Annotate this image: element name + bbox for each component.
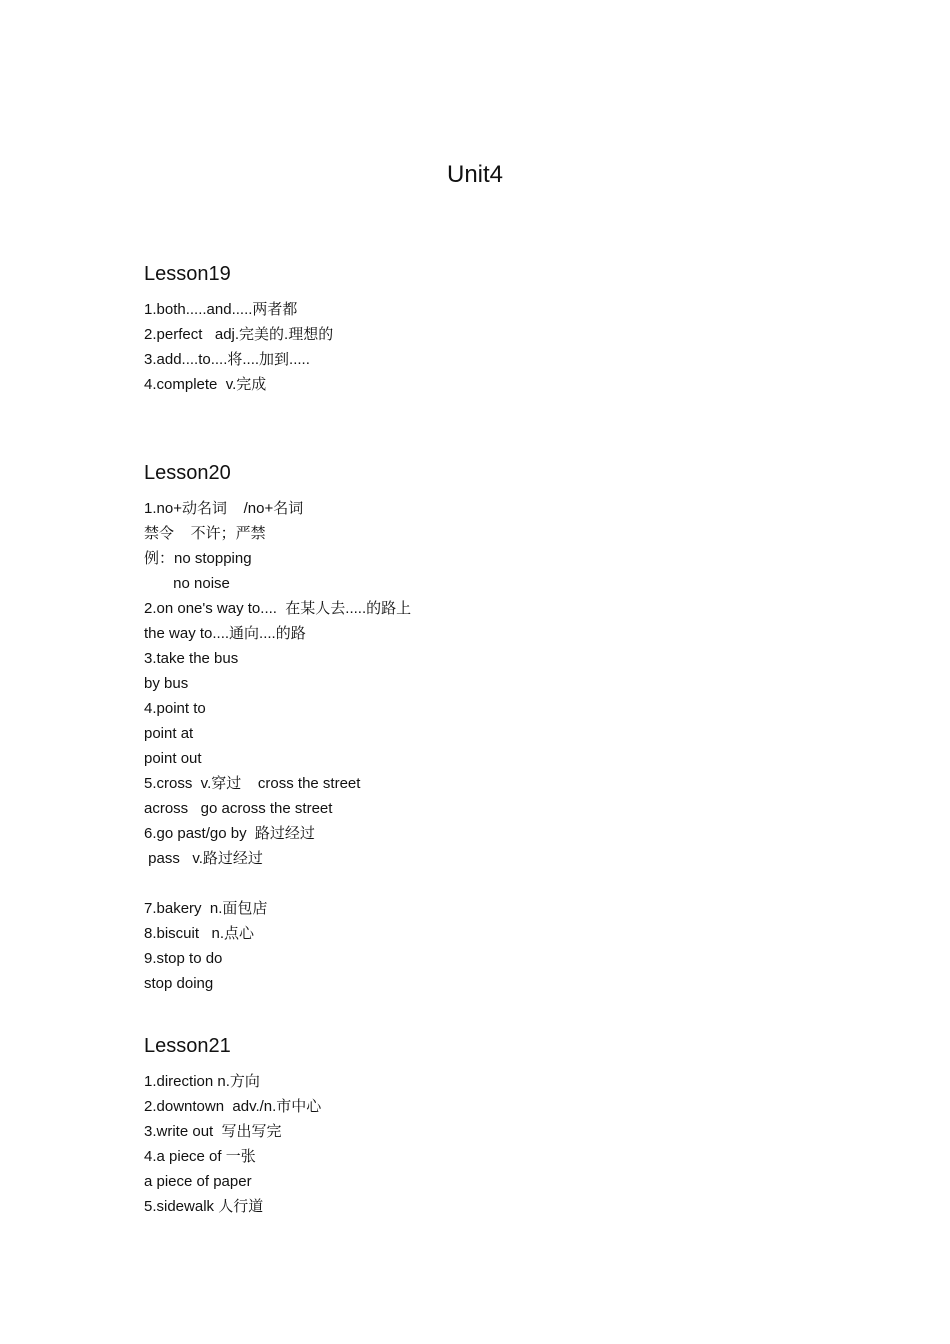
vocab-line: 3.take the bus — [144, 650, 239, 667]
vocab-line: by bus — [144, 675, 189, 692]
vocab-line: 5.sidewalk 人行道 — [144, 1198, 264, 1215]
vocab-line: 2.perfect adj.完美的.理想的 — [144, 326, 334, 343]
blank-line — [144, 871, 844, 896]
lesson-section-20 — [144, 458, 844, 996]
lesson-heading: Lesson19 — [144, 263, 231, 285]
vocab-line: 7.bakery n.面包店 — [144, 900, 268, 917]
lesson-heading: Lesson21 — [144, 1035, 231, 1057]
vocab-line: 9.stop to do — [144, 950, 223, 967]
vocab-line: 8.biscuit n.点心 — [144, 925, 255, 942]
vocab-line: 2.on one's way to.... 在某人去.....的路上 — [144, 600, 412, 617]
vocab-line: 3.add....to....将....加到..... — [144, 351, 310, 368]
vocab-line: 4.complete v.完成 — [144, 376, 267, 393]
vocab-line: point at — [144, 725, 194, 742]
vocab-line: stop doing — [144, 975, 214, 992]
lesson-heading: Lesson20 — [144, 462, 231, 484]
vocab-line: 3.write out 写出写完 — [144, 1123, 282, 1140]
vocab-line: 1.direction n.方向 — [144, 1073, 260, 1090]
vocab-line: pass v.路过经过 — [144, 850, 263, 867]
vocab-line: 5.cross v.穿过 cross the street — [144, 775, 361, 792]
lesson-section-19 — [144, 259, 844, 397]
vocab-line: 禁令 不许；严禁 — [144, 525, 266, 542]
vocab-line: 2.downtown adv./n.市中心 — [144, 1098, 322, 1115]
vocab-line: 4.a piece of 一张 — [144, 1148, 256, 1165]
vocab-line: no noise — [144, 575, 230, 592]
vocab-line: 1.no+动名词 /no+名词 — [144, 500, 304, 517]
vocab-line: the way to....通向....的路 — [144, 625, 306, 642]
vocab-line: across go across the street — [144, 800, 333, 817]
page-title: Unit4 — [446, 161, 504, 188]
vocab-line: 6.go past/go by 路过经过 — [144, 825, 315, 842]
vocab-line: 例：no stopping — [144, 550, 252, 567]
vocab-line: 4.point to — [144, 700, 206, 717]
vocab-line: a piece of paper — [144, 1173, 252, 1190]
vocab-line: point out — [144, 750, 202, 767]
vocab-line: 1.both.....and.....两者都 — [144, 301, 298, 318]
lesson-section-21 — [144, 1031, 844, 1219]
